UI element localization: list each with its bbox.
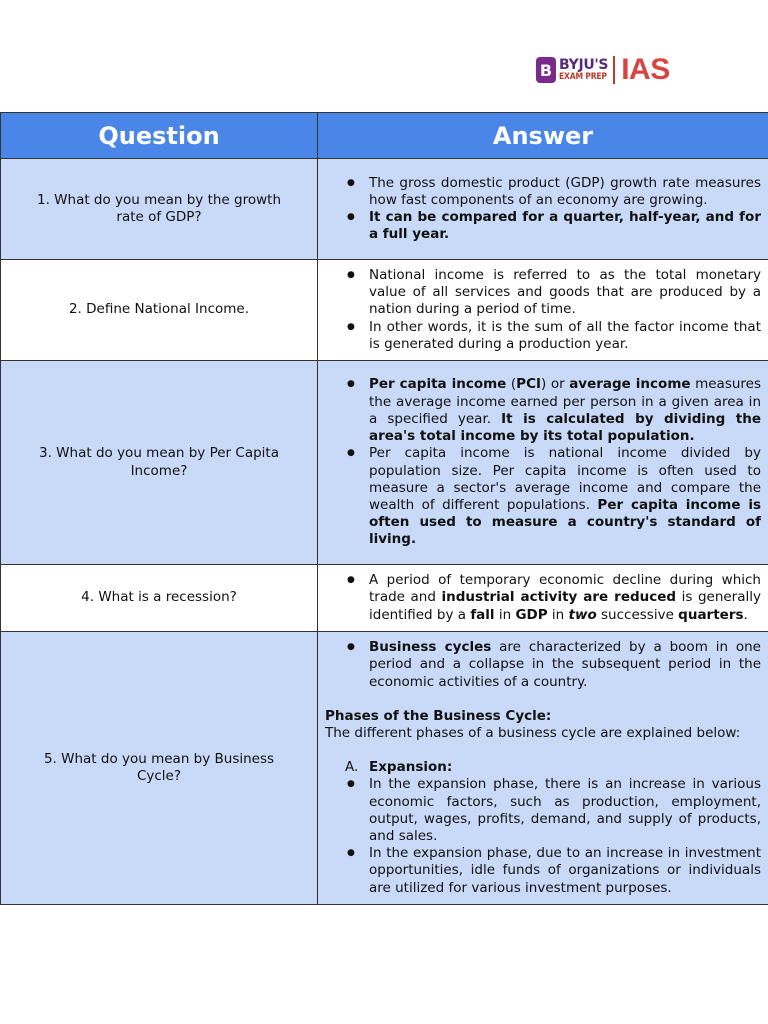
table-row bbox=[1, 260, 768, 361]
bold-text: It is calculated by dividing the area's total income by its total population. bbox=[369, 410, 761, 445]
answer-cell bbox=[318, 361, 768, 565]
answer-cell bbox=[318, 565, 768, 632]
list-item-expansion bbox=[369, 759, 761, 776]
table-row bbox=[1, 361, 768, 565]
answer-list bbox=[325, 639, 761, 691]
bold-text: Phases of the Business Cycle: bbox=[325, 707, 552, 724]
bold-text: Per capita income is often used to measure a country's standard of living. bbox=[369, 496, 761, 548]
italic-text: two bbox=[568, 606, 597, 623]
spacer bbox=[325, 691, 761, 708]
question-cell: 1. What do you mean by the growth rate of GDP? bbox=[1, 159, 318, 260]
question-cell: 5. What do you mean by Business Cycle? bbox=[1, 632, 318, 905]
text-span: measures the average income earned per person in a given area in a specified year. bbox=[369, 376, 762, 427]
table-row bbox=[1, 565, 768, 632]
answer-cell bbox=[318, 632, 768, 905]
answer-list bbox=[325, 175, 761, 244]
byjus-ias-logo bbox=[536, 55, 670, 85]
answer-list bbox=[325, 267, 761, 353]
bold-text: fall bbox=[470, 606, 495, 623]
text-span: successive bbox=[596, 606, 679, 623]
list-item: ● National income is referred to as the total monetary value of all services and goods that are produced by a nation during a period of time. bbox=[369, 267, 761, 319]
logo-ias-text: IAS bbox=[621, 53, 670, 86]
list-item: ● In the expansion phase, due to an increase in investment opportunities, idle funds of organizations or individuals are utilized for various investment purposes. bbox=[369, 845, 761, 897]
text-span: Per capita income is national income divided by population size. Per capita income is often used to measure a sector's average income and compare the wealth of different populations. bbox=[369, 445, 761, 513]
text-span: A period of temporary economic decline during which trade and bbox=[369, 572, 761, 606]
bold-text: industrial activity are reduced bbox=[441, 589, 677, 606]
answer-list bbox=[325, 376, 761, 548]
text-span: . bbox=[743, 606, 748, 623]
bold-text bbox=[569, 607, 597, 623]
qa-table bbox=[0, 112, 768, 905]
list-item bbox=[369, 445, 761, 548]
phase-list bbox=[325, 759, 761, 776]
list-item bbox=[369, 572, 761, 624]
bold-text: Business cycles bbox=[369, 639, 492, 656]
question-cell: 3. What do you mean by Per Capita Income? bbox=[1, 361, 318, 565]
text-span: ( bbox=[506, 376, 517, 393]
answer-cell bbox=[318, 260, 768, 361]
table-row bbox=[1, 632, 768, 905]
question-header: Question bbox=[1, 113, 318, 159]
text-span: ) or bbox=[541, 376, 570, 393]
logo-top-text: BYJU'S bbox=[559, 57, 609, 74]
bold-text: Per capita income bbox=[369, 376, 507, 393]
bold-text: PCI bbox=[516, 376, 541, 393]
phases-intro: The different phases of a business cycle are explained below: bbox=[325, 724, 741, 741]
logo-divider bbox=[613, 56, 615, 84]
list-item bbox=[369, 639, 761, 691]
spacer bbox=[325, 742, 761, 759]
table-row bbox=[1, 159, 768, 260]
answer-cell bbox=[318, 159, 768, 260]
question-cell: 4. What is a recession? bbox=[1, 565, 318, 632]
logo-bottom-text: EXAM PREP bbox=[559, 72, 607, 83]
text-span: are characterized by a boom in one period and a collapse in the subsequent period in the economic activities of a country. bbox=[369, 639, 761, 690]
logo-wordmark bbox=[559, 58, 608, 82]
list-item bbox=[369, 209, 761, 243]
bold-text: quarters bbox=[678, 606, 744, 623]
bold-text: It can be compared for a quarter, half-year, and for a full year. bbox=[369, 209, 761, 243]
byjus-logo-mark: B bbox=[536, 57, 556, 83]
answer-list bbox=[325, 572, 761, 624]
list-item: ● In the expansion phase, there is an increase in various economic factors, such as production, employment, output, wages, profits, demand, and supply of products, and sales. bbox=[369, 776, 761, 845]
bold-text: Expansion: bbox=[369, 759, 453, 776]
list-item bbox=[369, 376, 761, 445]
table-header-row bbox=[1, 113, 768, 159]
bold-text: GDP bbox=[515, 606, 548, 623]
phases-title bbox=[325, 708, 761, 725]
text-span: is generally identified by a bbox=[369, 589, 761, 623]
text-span: in bbox=[494, 606, 516, 623]
question-cell: 2. Define National Income. bbox=[1, 260, 318, 361]
bold-text: average income bbox=[569, 376, 691, 393]
answer-header: Answer bbox=[318, 113, 768, 159]
text-span: in bbox=[547, 606, 569, 623]
list-item: ● The gross domestic product (GDP) growth rate measures how fast components of an economy are growing. bbox=[369, 175, 761, 209]
expansion-list bbox=[325, 776, 761, 896]
list-item: ● In other words, it is the sum of all the factor income that is generated during a production year. bbox=[369, 319, 761, 353]
